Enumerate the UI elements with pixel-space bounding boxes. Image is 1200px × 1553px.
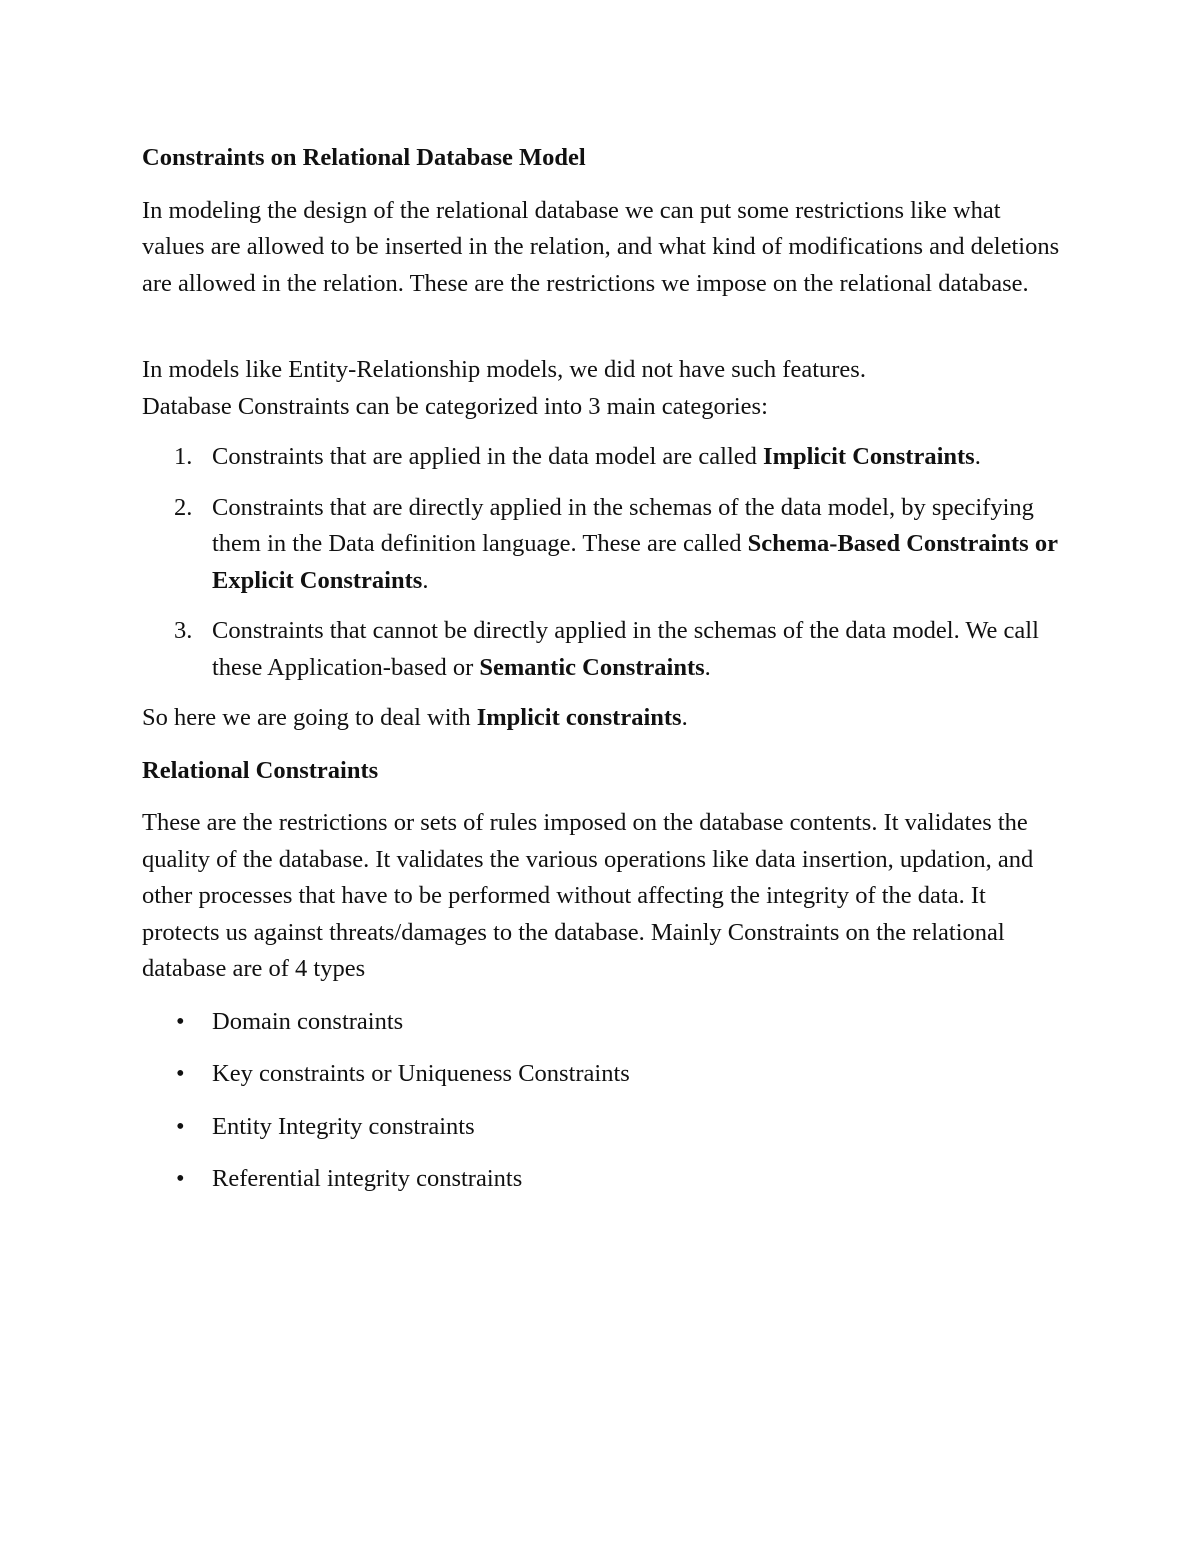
list-item <box>142 1056 1062 1093</box>
list-item <box>142 1004 1062 1041</box>
list-item-text: Constraints that cannot be directly applied in the schemas of the data model. We call these Application-based or <box>212 617 1039 681</box>
bullet-icon: • <box>176 1060 185 1087</box>
document-page <box>142 140 1062 1214</box>
bullet-icon: • <box>176 1007 185 1035</box>
paragraph-gap <box>142 318 1062 352</box>
deal-end: . <box>681 704 688 731</box>
categories-intro-line-2: Database Constraints can be categorized into 3 main categories: <box>142 392 768 420</box>
list-number: 2. <box>174 493 193 521</box>
list-item-text: Key constraints or Uniqueness Constraints <box>212 1060 630 1087</box>
list-item-bold: Semantic Constraints <box>479 653 705 681</box>
categories-intro-line-1: In models like Entity-Relationship models, we did not have such features. <box>142 356 866 383</box>
section-title: Relational Constraints <box>142 756 379 784</box>
list-item-end: . <box>422 566 429 594</box>
list-item <box>142 1109 1062 1146</box>
list-number: 3. <box>174 617 193 644</box>
list-item-text: Referential integrity constraints <box>212 1165 523 1192</box>
document-title: Constraints on Relational Database Model <box>142 144 586 171</box>
list-item-bold: Implicit Constraints <box>763 443 975 470</box>
section-paragraph: These are the restrictions or sets of rules imposed on the database contents. It validates the quality of the database. It validates the various operations like data insertion, updation, and other processes that have to be performed without affecting the integrity of the data. It protects us against threats/damages to the database. Mainly Constraints on the relational database are of 4 types <box>142 809 1034 982</box>
list-item-text: Entity Integrity constraints <box>212 1112 475 1140</box>
list-item <box>142 490 1062 600</box>
list-item-text: Constraints that are directly applied in the schemas of the data model, by specifying them in the Data definition language. These are called <box>212 493 1034 557</box>
bullet-icon: • <box>176 1112 185 1140</box>
list-item <box>142 1161 1062 1198</box>
list-item-end: . <box>704 653 711 681</box>
deal-statement <box>142 700 1062 737</box>
list-item <box>142 613 1062 686</box>
categories-intro <box>142 352 1062 425</box>
list-item-text: Domain constraints <box>212 1007 404 1035</box>
types-list <box>142 1004 1062 1198</box>
categories-list <box>142 439 1062 686</box>
list-item-bold: Schema-Based Constraints or Explicit Constraints <box>212 530 1058 594</box>
list-item-end: . <box>974 443 981 470</box>
deal-bold: Implicit constraints <box>476 704 682 731</box>
list-number: 1. <box>174 443 193 470</box>
deal-text: So here we are going to deal with <box>142 704 477 731</box>
list-item <box>142 439 1062 476</box>
bullet-icon: • <box>176 1165 185 1192</box>
intro-paragraph: In modeling the design of the relational database we can put some restrictions like what values are allowed to be inserted in the relation, and what kind of modifications and deletions are allowed in the relation. These are the restrictions we impose on the relational database. <box>142 196 1060 297</box>
list-item-text: Constraints that are applied in the data model are called <box>212 443 764 470</box>
